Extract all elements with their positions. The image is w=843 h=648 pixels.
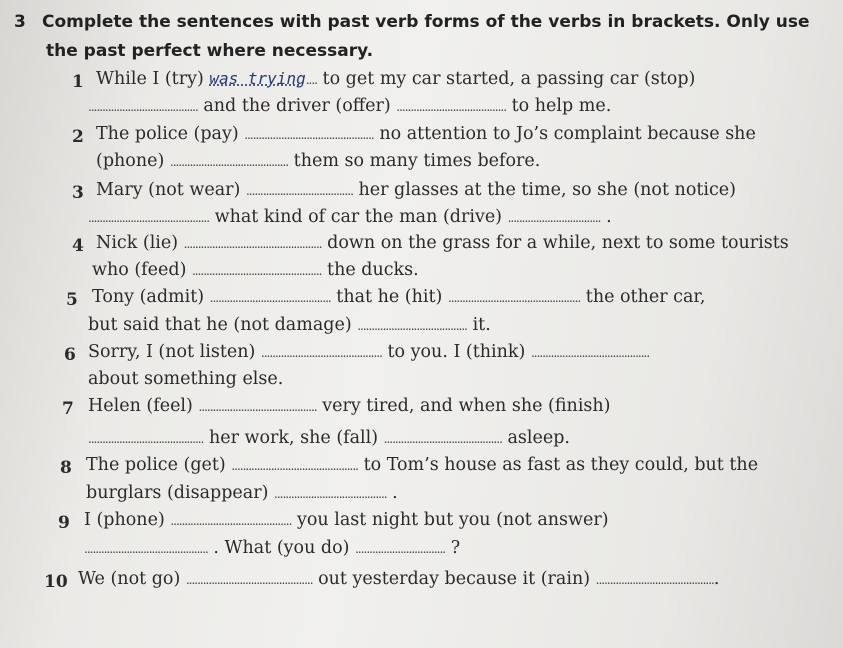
handwritten-answer: was trying bbox=[209, 69, 306, 88]
item-9-line-2: ............................................ . What (you do) ................................ ? bbox=[84, 538, 461, 558]
instruction-line-1: Complete the sentences with past verb forms of the verbs in brackets. Only use bbox=[42, 12, 810, 32]
answer-blank[interactable]: ............................................ bbox=[84, 542, 208, 556]
item-number: 4 bbox=[72, 236, 84, 256]
exercise-instruction bbox=[14, 8, 829, 66]
item-5-line-2: but said that he (not damage) ....................................... it. bbox=[88, 315, 491, 335]
exercise-number: 3 bbox=[14, 12, 26, 32]
answer-blank[interactable]: ...................................... bbox=[245, 184, 353, 198]
answer-blank[interactable]: .......................................... bbox=[169, 155, 289, 169]
answer-blank[interactable]: .......................................... bbox=[383, 432, 502, 446]
answer-blank[interactable]: .............................................. bbox=[244, 128, 374, 142]
item-2-line-2: (phone) .......................................... them so many times before. bbox=[96, 151, 541, 171]
item-2-line-1: The police (pay) .............................................. no attention to Jo’s complaint because she bbox=[96, 124, 756, 144]
answer-blank[interactable]: ........................................... bbox=[209, 291, 331, 305]
answer-blank[interactable]: .......................................... bbox=[530, 346, 650, 360]
item-3-line-2: ........................................... what kind of car the man (drive) ................................. . bbox=[88, 207, 612, 227]
item-number: 7 bbox=[62, 399, 74, 419]
instruction-line-2: the past perfect where necessary. bbox=[46, 41, 374, 61]
answer-blank[interactable]: ....................................... bbox=[396, 100, 507, 114]
item-9-line-1: I (phone) ........................................... you last night but you (not answer) bbox=[84, 510, 609, 530]
item-7-line-1: Helen (feel) .......................................... very tired, and when she (finish) bbox=[88, 396, 611, 416]
item-number: 10 bbox=[44, 572, 68, 592]
item-3-line-1: Mary (not wear) ...................................... her glasses at the time, so she (not notice) bbox=[96, 180, 736, 200]
item-8-line-1: The police (get) ............................................. to Tom’s house as fast as they could, but the bbox=[86, 455, 759, 475]
item-1-line-1: While I (try) was trying.... to get my car started, a passing car (stop) bbox=[96, 69, 696, 89]
item-1-line-2: ....................................... and the driver (offer) ....................................... to help me. bbox=[88, 96, 612, 116]
answer-blank[interactable]: ............................................. bbox=[231, 459, 358, 473]
item-4-line-2: who (feed) .............................................. the ducks. bbox=[92, 260, 419, 280]
answer-blank[interactable]: ......................................... bbox=[88, 432, 204, 446]
answer-blank[interactable]: ....................................... bbox=[357, 319, 467, 333]
answer-blank[interactable]: .............................................. bbox=[191, 264, 322, 278]
answer-blank[interactable]: ........................................... bbox=[88, 211, 210, 225]
item-5-line-1: Tony (admit) ........................................... that he (hit) ............................................... the other car, bbox=[92, 287, 706, 307]
item-7-line-2: ......................................... her work, she (fall) .......................................... asleep. bbox=[88, 428, 570, 448]
item-6-line-1: Sorry, I (not listen) ........................................... to you. I (think) .......................................... bbox=[88, 342, 650, 362]
answer-blank[interactable]: .......................................... bbox=[595, 573, 714, 587]
item-number: 3 bbox=[72, 183, 84, 203]
item-4-line-1: Nick (lie) ................................................. down on the grass for a while, next to some tourists bbox=[96, 233, 789, 253]
item-number: 6 bbox=[64, 345, 76, 365]
answer-blank[interactable]: ................................................. bbox=[183, 237, 322, 251]
item-number: 1 bbox=[72, 72, 84, 92]
answer-blank[interactable]: ........................................ bbox=[274, 487, 387, 501]
item-6-line-2: about something else. bbox=[88, 369, 284, 389]
answer-blank[interactable]: ................................ bbox=[355, 542, 446, 556]
item-8-line-2: burglars (disappear) ........................................ . bbox=[86, 483, 398, 503]
answer-blank[interactable]: ............................................... bbox=[447, 291, 581, 305]
answer-blank[interactable]: ........................................... bbox=[260, 346, 382, 360]
item-number: 5 bbox=[66, 290, 78, 310]
item-number: 9 bbox=[58, 513, 70, 533]
answer-blank[interactable]: ................................. bbox=[507, 211, 601, 225]
answer-blank[interactable]: ........................................... bbox=[170, 514, 292, 528]
item-number: 2 bbox=[72, 127, 84, 147]
answer-blank[interactable]: .......................................... bbox=[198, 400, 317, 414]
answer-blank[interactable]: ............................................. bbox=[185, 573, 313, 587]
item-number: 8 bbox=[60, 458, 72, 478]
answer-blank[interactable]: ....................................... bbox=[88, 100, 198, 114]
item-10-line-1: We (not go) ............................................. out yesterday because it (rain) ........................................... bbox=[78, 569, 720, 589]
